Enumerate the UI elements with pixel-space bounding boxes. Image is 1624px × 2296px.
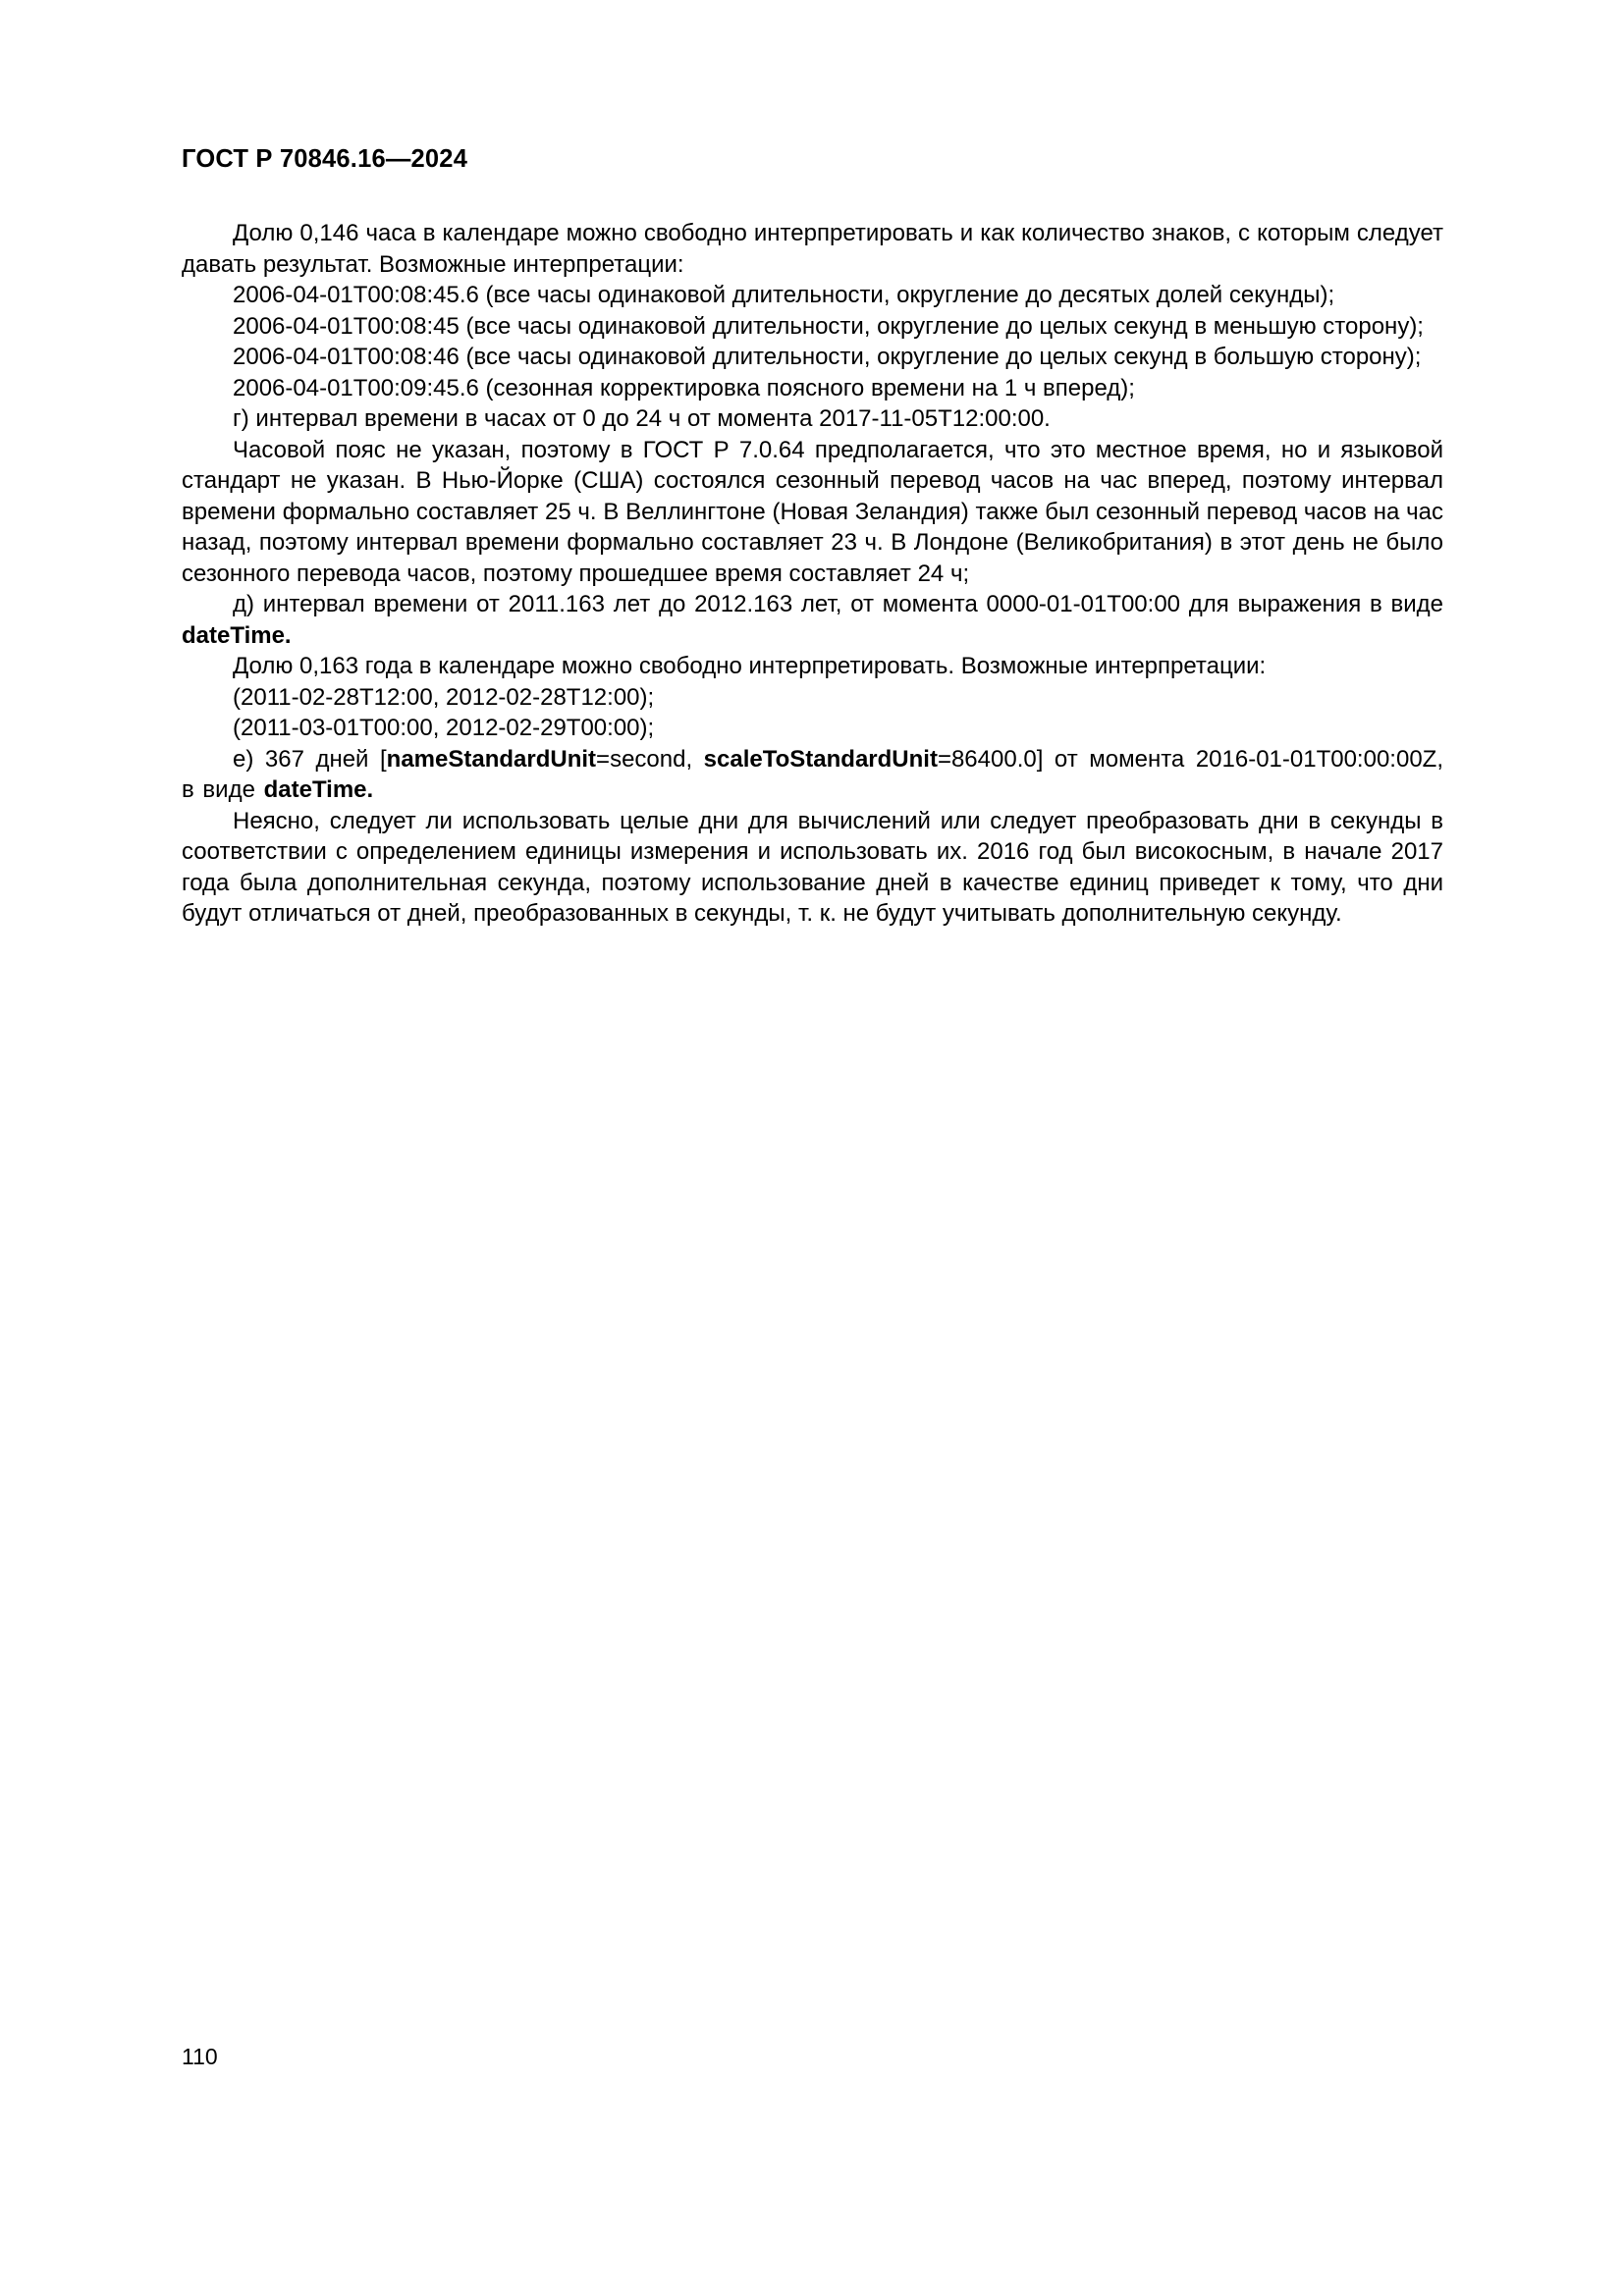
- paragraph-interpretation-1: 2006-04-01T00:08:45.6 (все часы одинаковой длительности, округление до десятых долей секунды);: [233, 282, 1335, 308]
- standard-header: ГОСТ Р 70846.16—2024: [182, 145, 468, 173]
- scale-to-standard-unit-keyword: scaleToStandardUnit: [703, 745, 938, 773]
- item-e-prefix: е) 367 дней [: [233, 745, 387, 773]
- item-d-datetime-keyword: dateTime.: [182, 621, 292, 649]
- document-body: [182, 218, 1443, 930]
- name-standard-unit-keyword: nameStandardUnit: [386, 745, 597, 773]
- item-e-datetime-keyword: dateTime.: [263, 776, 374, 803]
- paragraph-interpretation-2: 2006-04-01T00:08:45 (все часы одинаковой длительности, округление до целых секунд в меньшую сторону);: [233, 312, 1424, 340]
- paragraph-year-fraction: Долю 0,163 года в календаре можно свободно интерпретировать. Возможные интерпретации:: [233, 653, 1267, 679]
- paragraph-timezone-note: Часовой пояс не указан, поэтому в ГОСТ Р 7.0.64 предполагается, что это местное время, но и языковой стандарт не указан. В Нью-Йорке (США) состоялся сезонный перевод часов на час вперед, поэтому интервал времени формально составляет 25 ч. В Веллингтоне (Новая Зеландия) также был сезонный перевод часов на час назад, поэтому интервал времени формально составляет 23 ч. В Лондоне (Великобритания) в этот день не было сезонного перевода часов, поэтому прошедшее время составляет 24 ч;: [182, 436, 1443, 587]
- paragraph-interval-2: (2011-03-01T00:00, 2012-02-29T00:00);: [233, 715, 655, 741]
- paragraph-item-g: г) интервал времени в часах от 0 до 24 ч от момента 2017-11-05T12:00:00.: [233, 405, 1051, 432]
- paragraph-item-e: [182, 744, 1443, 806]
- paragraph-item-d: [182, 589, 1443, 651]
- paragraph-leap-second-note: Неясно, следует ли использовать целые дни для вычислений или следует преобразовать дни в секунды в соответствии с определением единицы измерения и использовать их. 2016 год был високосным, в начале 2017 года была дополнительная секунда, поэтому использование дней в качестве единиц приведет к тому, что дни будут отличаться от дней, преобразованных в секунды, т. к. не будут учитывать дополнительную секунду.: [182, 807, 1443, 927]
- paragraph-interval-1: (2011-02-28T12:00, 2012-02-28T12:00);: [233, 683, 655, 711]
- item-e-mid: =second,: [596, 745, 704, 773]
- paragraph-interpretation-3: 2006-04-01T00:08:46 (все часы одинаковой длительности, округление до целых секунд в большую сторону);: [233, 344, 1422, 370]
- item-e-suffix: =86400.0] от момента 2016-01-01T00:00:00Z, в виде: [182, 745, 1443, 803]
- paragraph-interpretation-4: 2006-04-01T00:09:45.6 (сезонная корректировка поясного времени на 1 ч вперед);: [233, 374, 1135, 401]
- item-d-text: д) интервал времени от 2011.163 лет до 2012.163 лет, от момента 0000-01-01T00:00 для выражения в виде: [233, 591, 1443, 617]
- page-number: 110: [182, 2044, 218, 2069]
- paragraph-intro: Долю 0,146 часа в календаре можно свободно интерпретировать и как количество знаков, с которым следует давать результат. Возможные интерпретации:: [182, 220, 1443, 278]
